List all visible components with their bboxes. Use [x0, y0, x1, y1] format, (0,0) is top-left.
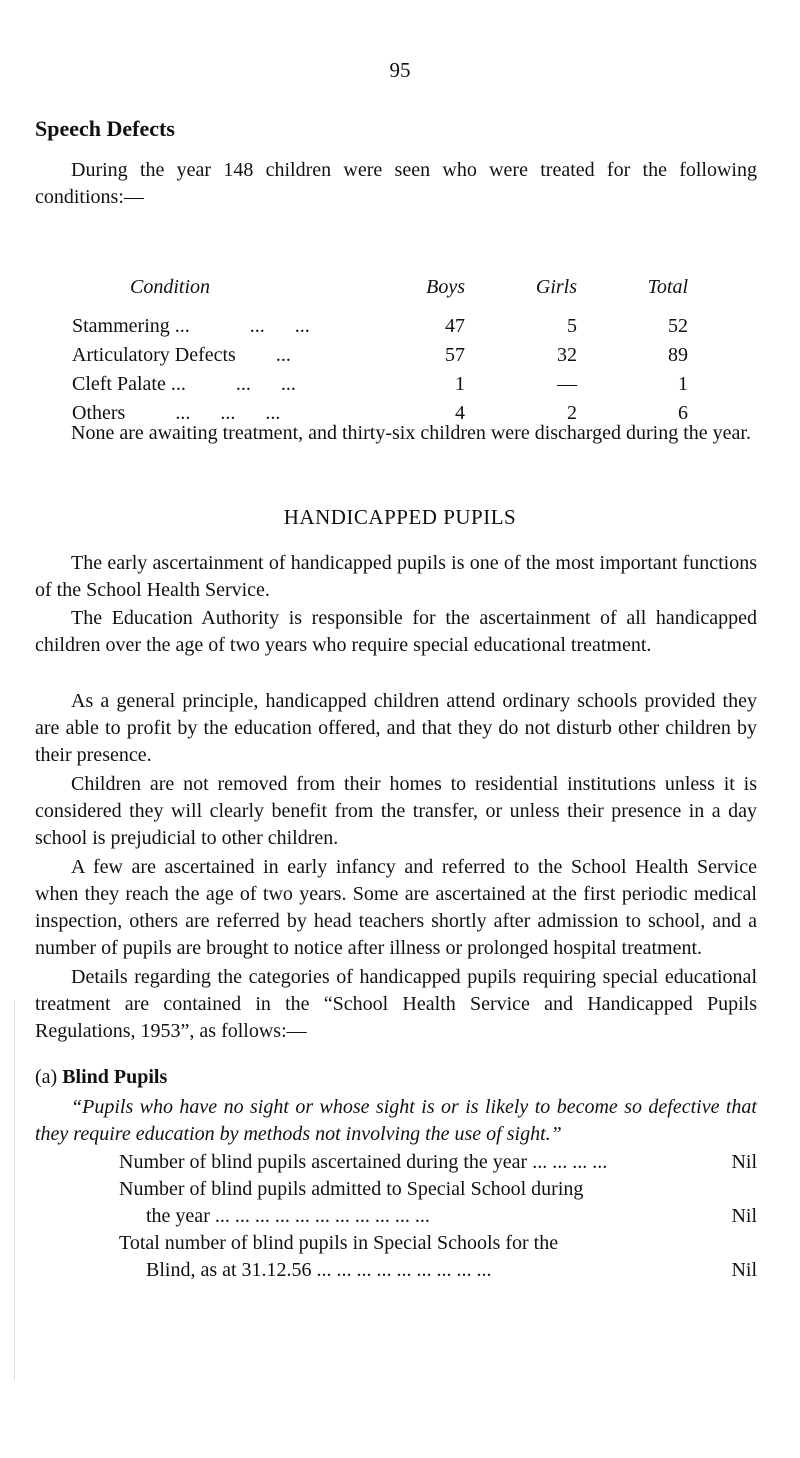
row-boys: 47 [445, 315, 465, 337]
row-girls: 2 [567, 402, 577, 424]
col-girls: Girls [535, 276, 577, 298]
paragraph-text: The early ascertainment of handicapped pupils is one of the most important functions of the School Health Service. [35, 552, 757, 601]
handicapped-pupils-heading: HANDICAPPED PUPILS [283, 505, 517, 529]
speech-defects-heading: Speech Defects [35, 116, 175, 141]
blind-definition-quote [35, 1094, 757, 1148]
row-girls: 32 [557, 344, 577, 366]
section-title: Blind Pupils [62, 1066, 168, 1088]
section-label: (a) [35, 1066, 58, 1088]
stat-label: Total number of blind pupils in Special Schools for the [119, 1232, 559, 1254]
row-boys: 4 [455, 402, 465, 424]
row-girls: 5 [567, 315, 577, 337]
row-total: 6 [678, 402, 688, 424]
row-condition: Cleft Palate ... ... ... [72, 373, 296, 395]
blind-stat-ascertained [119, 1149, 757, 1176]
quote-text: “Pupils who have no sight or whose sight is or is likely to become so defective that they require education by methods not involving the use of sight.” [35, 1096, 757, 1145]
handicapped-paragraph [35, 688, 757, 769]
row-girls: — [557, 373, 577, 395]
paragraph-text: As a general principle, handicapped children attend ordinary schools provided they are able to profit by the education offered, and that they do not disturb other children by their presence. [35, 690, 757, 766]
stat-label: Number of blind pupils ascertained during the year ... ... ... ... [119, 1151, 608, 1173]
paragraph-text: Children are not removed from their homes to residential institutions unless it is considered they will clearly benefit from the transfer, or unless their presence in a day school is prejudicial to other children. [35, 773, 757, 849]
speech-defects-table [72, 276, 688, 428]
speech-intro-text: During the year 148 children were seen who were treated for the following conditions:— [35, 159, 757, 208]
stat-label-cont: Blind, as at 31.12.56 ... ... ... ... ... ... ... ... ... [146, 1259, 492, 1281]
paragraph-text: Details regarding the categories of handicapped pupils requiring special educational treatment are contained in the “School Health Service and Handicapped Pupils Regulations, 1953”, as follows:— [35, 966, 757, 1042]
handicapped-paragraph [35, 964, 757, 1045]
handicapped-paragraph [35, 854, 757, 962]
table-row [72, 341, 688, 370]
paragraph-text: The Education Authority is responsible for the ascertainment of all handicapped children over the age of two years who require special educational treatment. [35, 607, 757, 656]
row-boys: 1 [455, 373, 465, 395]
col-condition: Condition [130, 276, 211, 298]
paragraph-text: A few are ascertained in early infancy and referred to the School Health Service when they reach the age of two years. Some are ascertained at the first periodic medical inspection, others are referred by head teachers shortly after admission to school, and a number of pupils are brought to notice after illness or prolonged hospital treatment. [35, 856, 757, 959]
speech-intro [35, 157, 757, 211]
speech-note-text: None are awaiting treatment, and thirty-six children were discharged during the year. [71, 422, 751, 444]
row-total: 52 [668, 315, 688, 337]
stat-value: Nil [731, 1205, 757, 1227]
stat-label-cont: the year ... ... ... ... ... ... ... ... ... ... ... [146, 1205, 430, 1227]
page-number: 95 [389, 58, 411, 82]
handicapped-paragraph [35, 771, 757, 852]
col-total: Total [647, 276, 688, 298]
handicapped-paragraph [35, 605, 757, 659]
row-condition: Others ... ... ... [72, 402, 281, 424]
table-row [72, 370, 688, 399]
blind-stat-admitted [119, 1176, 757, 1230]
row-total: 1 [678, 373, 688, 395]
stat-value: Nil [731, 1151, 757, 1173]
table-row [72, 312, 688, 341]
stat-value: Nil [731, 1259, 757, 1281]
speech-note [35, 420, 757, 447]
binding-edge [0, 1000, 15, 1380]
blind-stat-total [119, 1230, 757, 1284]
handicapped-paragraph [35, 550, 757, 604]
row-condition: Articulatory Defects ... [72, 344, 291, 366]
blind-pupils-heading [35, 1066, 167, 1089]
row-condition: Stammering ... ... ... [72, 315, 310, 337]
col-boys: Boys [426, 276, 465, 298]
table-header-row [72, 276, 688, 312]
row-boys: 57 [445, 344, 465, 366]
stat-label: Number of blind pupils admitted to Special School during [119, 1178, 584, 1200]
row-total: 89 [668, 344, 688, 366]
